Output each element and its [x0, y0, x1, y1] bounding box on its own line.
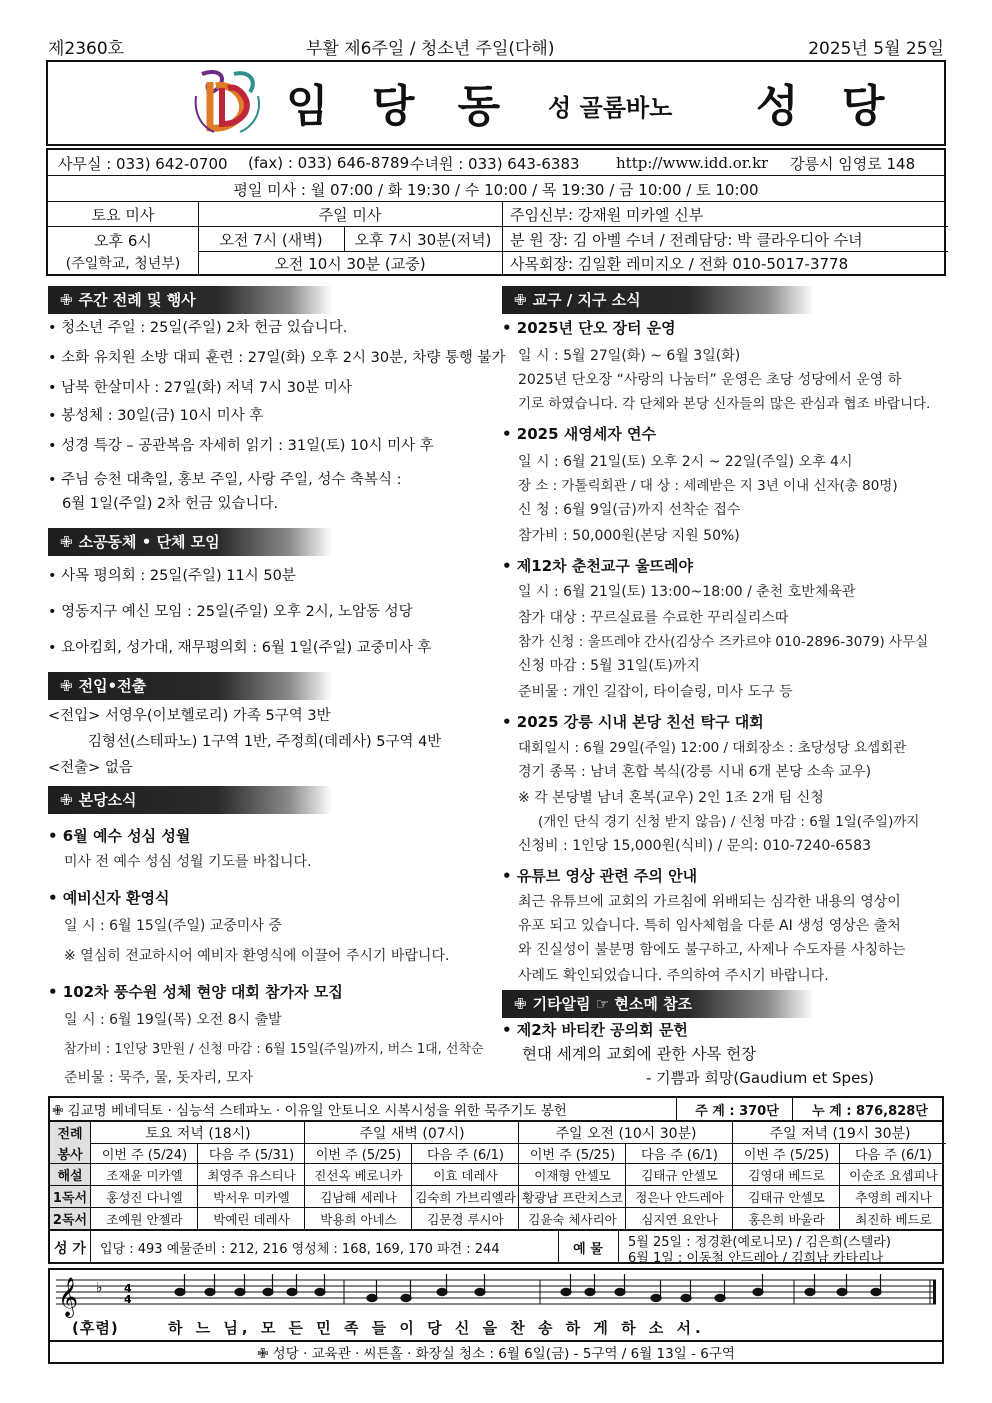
table-cell: 김문경 루시아 — [427, 1211, 504, 1227]
list-item: • 성경 특강 – 공관복음 자세히 읽기 : 31일(토) 10시 미사 후 — [48, 438, 434, 454]
weekday-mass-row — [48, 176, 944, 202]
list-item: • 소화 유치원 소방 대피 훈련 : 27일(화) 오후 2시 30분, 차량 통행 불가 — [48, 350, 506, 366]
section-diocese-news: ✙ 교구 / 지구 소식 — [502, 286, 814, 314]
list-item: • 유튜브 영상 관련 주의 안내 — [502, 867, 698, 885]
list-item: 준비물 : 개인 길잡이, 타이슬링, 미사 도구 등 — [518, 684, 793, 700]
offering-week-2: 6월 1일 : 이동철 안드레아 / 김희남 카타리나 — [628, 1250, 884, 1264]
list-item: • 남북 한살미사 : 27일(화) 저녁 7시 30분 미사 — [48, 380, 352, 396]
table-cell: 홍은희 바울라 — [748, 1211, 825, 1227]
svg-text:4: 4 — [124, 1282, 132, 1295]
list-item: 대회일시 : 6월 29일(주일) 12:00 / 대회장소 : 초당성당 요셉회관 — [518, 740, 907, 756]
list-item: 일 시 : 6월 21일(토) 오후 2시 ~ 22일(주일) 오후 4시 — [518, 454, 853, 470]
liturgy-schedule-table — [48, 1096, 944, 1264]
list-item: • 주님 승천 대축일, 홍보 주일, 사랑 주일, 성수 축복식 : — [48, 472, 402, 488]
table-cell: 박서우 미카엘 — [213, 1189, 290, 1205]
list-item: 유포 되고 있습니다. 특히 임사체험을 다룬 AI 생성 영상은 출처 — [518, 918, 901, 934]
section-other-notices: ✙ 기타알림 ☞ 현소메 참조 — [502, 990, 814, 1018]
refrain-lyrics: 하 느 님, 모 든 민 족 들 이 당 신 을 찬 송 하 게 하 소 서. — [168, 1319, 705, 1337]
sunday-mass-main: 오전 10시 30분 (교중) — [274, 254, 426, 273]
table-cell: 김윤숙 체사리아 — [528, 1211, 617, 1227]
office-phone: 사무실 : 033) 642-0700 — [58, 154, 228, 173]
list-item: 경기 종목 : 남녀 혼합 복식(강릉 시내 6개 본당 소속 교우) — [518, 764, 872, 780]
service-group-header: 토요 저녁 (18시) — [145, 1125, 251, 1142]
role-header-2: 봉사 — [50, 1143, 90, 1163]
list-item: 신청 마감 : 5월 31일(토)까지 — [518, 658, 700, 674]
section-title: 소공동체 • 단체 모임 — [78, 533, 220, 551]
parish-name-right: 성 당 — [756, 81, 899, 132]
list-item: • 2025 강릉 시내 본당 친선 탁구 대회 — [502, 713, 764, 731]
week-total: 주 계 : 370단 — [695, 1103, 779, 1119]
list-item: • 예비신자 환영식 — [48, 889, 170, 907]
table-cell: 최영주 유스티나 — [207, 1167, 296, 1183]
refrain-label: (후렴) — [72, 1319, 119, 1337]
section-community: ✙ 소공동체 • 단체 모임 — [48, 528, 332, 556]
service-group-header: 주일 새벽 (07시) — [359, 1125, 465, 1142]
sunday-mass-dawn: 오전 7시 (새벽) — [219, 230, 323, 249]
list-item: 준비물 : 묵주, 물, 돗자리, 모자 — [64, 1070, 254, 1086]
list-item: • 2025 새영세자 연수 — [502, 425, 656, 443]
parish-info-table — [46, 148, 946, 276]
table-cell: 정은나 안드레아 — [635, 1189, 724, 1205]
council-info: 사목회장: 김일환 레미지오 / 전화 010-5017-3778 — [510, 254, 849, 273]
role-label: 1독서 — [50, 1186, 90, 1207]
list-item: • 제12차 춘천교구 울뜨레야 — [502, 557, 694, 575]
liturgical-sunday: 부활 제6주일 / 청소년 주일(다해) — [306, 39, 555, 59]
issue-date: 2025년 5월 25일 — [808, 39, 944, 59]
role-header-1: 전례 — [50, 1122, 90, 1143]
table-cell: 추영희 레지나 — [855, 1189, 932, 1205]
list-item: 일 시 : 6월 15일(주일) 교중미사 중 — [64, 918, 282, 934]
table-cell: 김영대 베드로 — [748, 1167, 825, 1183]
parish-banner — [46, 60, 946, 146]
list-item: 사례도 확인되었습니다. 주의하여 주시기 바랍니다. — [518, 968, 829, 984]
list-item: 신청비 : 1인당 15,000원(식비) / 문의: 010-7240-6583 — [518, 838, 871, 854]
list-item: 최근 유튜브에 교회의 가르침에 위배되는 심각한 내용의 영상이 — [518, 894, 901, 910]
table-cell: 심지연 요안나 — [641, 1211, 718, 1227]
list-item: 참가비 : 1인당 3만원 / 신청 마감 : 6월 15일(주일)까지, 버스 1대, 선착순 — [64, 1042, 484, 1057]
list-item: 참가 신청 : 울뜨레야 간사(김상수 즈카르야 010-2896-3079) 사무실 — [518, 634, 929, 650]
list-item: 일 시 : 6월 19일(목) 오전 8시 출발 — [64, 1012, 282, 1028]
table-cell: 조예원 안젤라 — [106, 1211, 183, 1227]
list-item: 일 시 : 6월 21일(토) 13:00~18:00 / 춘천 호반체육관 — [518, 584, 856, 600]
list-item: • 2025년 단오 장터 운영 — [502, 319, 676, 337]
table-cell: 김태규 안셀모 — [748, 1189, 825, 1205]
table-cell: 이재형 안셀모 — [534, 1167, 611, 1183]
list-item: 와 진실성이 불분명 함에도 불구하고, 사제나 수도자를 사칭하는 — [518, 942, 906, 958]
rosary-prayer: ✙ 김교명 베네딕토 · 심능석 스테파노 · 이유일 안토니오 시복시성을 위한 묵주기도 봉헌 — [52, 1103, 567, 1119]
website-link[interactable]: http://www.idd.or.kr — [616, 154, 769, 172]
table-cell: 최진하 베드로 — [855, 1211, 932, 1227]
table-cell: 김숙희 가브리엘라 — [415, 1189, 516, 1205]
list-item: 신 청 : 6월 9일(금)까지 선착순 접수 — [518, 502, 741, 518]
refrain-score — [48, 1268, 944, 1340]
pastor-info: 주임신부: 강재원 미카엘 신부 — [510, 205, 704, 224]
parish-logo-icon — [188, 66, 268, 142]
list-item: 6월 1일(주일) 2차 헌금 있습니다. — [62, 496, 279, 512]
week-header: 다음 주 (6/1) — [640, 1147, 718, 1163]
list-item: <전출> 없음 — [48, 760, 133, 776]
list-item: (개인 단식 경기 신청 받지 않음) / 신청 마감 : 6월 1일(주일)까지 — [538, 814, 920, 830]
table-cell: 김남해 세레나 — [320, 1189, 397, 1205]
list-item: • 봉성체 : 30일(금) 10시 미사 후 — [48, 408, 264, 424]
parish-patron: 성 골롬바노 — [548, 94, 673, 122]
list-item: 미사 전 예수 성심 성월 기도를 바칩니다. — [64, 854, 312, 870]
list-item: ※ 열심히 전교하시어 예비자 환영식에 이끌어 주시기 바랍니다. — [64, 948, 450, 964]
list-item: 기로 하였습니다. 각 단체와 본당 신자들의 많은 관심과 협조 바랍니다. — [518, 396, 931, 412]
sisters-info: 분 원 장: 김 아벨 수녀 / 전례담당: 박 클라우디아 수녀 — [510, 230, 863, 249]
cleaning-schedule: ✙ 성당 · 교육관 · 씨튼홀 · 화장실 청소 : 6월 6일(금) - 5구역 / 6월 13일 - 6구역 — [48, 1340, 944, 1364]
weekday-mass: 평일 미사 : 월 07:00 / 화 19:30 / 수 10:00 / 목 19:30 / 금 10:00 / 토 10:00 — [233, 180, 759, 199]
cumulative-total: 누 계 : 876,828단 — [812, 1103, 928, 1119]
table-cell: 박용희 아네스 — [320, 1211, 397, 1227]
svg-text:4: 4 — [124, 1293, 132, 1306]
table-cell: 홍성진 다니엘 — [106, 1189, 183, 1205]
role-label: 해설 — [50, 1164, 90, 1185]
svg-text:♭: ♭ — [96, 1280, 103, 1296]
section-title: 교구 / 지구 소식 — [532, 291, 641, 309]
section-title: 전입•전출 — [78, 677, 147, 695]
list-item: <전입> 서영우(이보헬로리) 가족 5구역 3반 — [48, 708, 331, 724]
week-header: 이번 주 (5/25) — [743, 1147, 830, 1163]
role-label: 2독서 — [50, 1208, 90, 1229]
offering-label: 예 물 — [573, 1242, 603, 1257]
choir-label: 성 가 — [54, 1240, 86, 1257]
list-item: • 제2차 바티칸 공의회 문헌 — [502, 1021, 688, 1039]
table-cell: 김태규 안셀모 — [641, 1167, 718, 1183]
list-item: - 기쁨과 희망(Gaudium et Spes) — [646, 1069, 874, 1087]
section-parish-news: ✙ 본당소식 — [48, 786, 332, 814]
list-item: • 청소년 주일 : 25일(주일) 2차 헌금 있습니다. — [48, 320, 348, 336]
convent-phone: 수녀원 : 033) 643-6383 — [410, 154, 580, 173]
list-item: 2025년 단오장 “사랑의 나눔터” 운영은 초당 성당에서 운영 하 — [518, 372, 902, 388]
list-item: • 사목 평의회 : 25일(주일) 11시 50분 — [48, 568, 296, 584]
table-cell: 박예린 데레사 — [213, 1211, 290, 1227]
table-cell: 이순조 요셉피나 — [849, 1167, 938, 1183]
section-weekly-liturgy: ✙ 주간 전례 및 행사 — [48, 286, 332, 314]
saturday-mass-note: (주일학교, 청년부) — [65, 256, 181, 272]
list-item: ※ 각 본당별 남녀 혼복(교우) 2인 1조 2개 팀 신청 — [518, 790, 824, 806]
parish-name-left: 임 당 동 — [286, 81, 515, 132]
section-title: 주간 전례 및 행사 — [78, 291, 196, 309]
contact-row — [48, 150, 944, 176]
table-cell: 이효 데레사 — [433, 1167, 498, 1183]
week-header: 다음 주 (6/1) — [426, 1147, 504, 1163]
list-item: 참가비 : 50,000원(본당 지원 50%) — [518, 528, 740, 544]
parish-address: 강릉시 임영로 148 — [790, 154, 916, 173]
svg-text:𝄞: 𝄞 — [58, 1277, 79, 1317]
table-cell: 황광남 프란치스코 — [522, 1189, 623, 1205]
list-item: • 영동지구 예신 모임 : 25일(주일) 오후 2시, 노암동 성당 — [48, 604, 413, 620]
list-item: 현대 세계의 교회에 관한 사목 헌장 — [522, 1045, 757, 1063]
hymn-numbers: 입당 : 493 예물준비 : 212, 216 영성체 : 168, 169, 170 파견 : 244 — [100, 1242, 500, 1257]
list-item: • 6월 예수 성심 성월 — [48, 827, 191, 845]
service-group-header: 주일 오전 (10시 30분) — [555, 1125, 697, 1142]
table-cell: 조재윤 미카엘 — [106, 1167, 183, 1183]
music-staff-icon — [50, 1272, 942, 1318]
sunday-mass-evening: 오후 7시 30분(저녁) — [354, 230, 492, 249]
week-header: 이번 주 (5/24) — [101, 1147, 188, 1163]
week-header: 이번 주 (5/25) — [315, 1147, 402, 1163]
list-item: • 요아킴회, 성가대, 재무평의회 : 6월 1일(주일) 교중미사 후 — [48, 640, 432, 656]
issue-number: 제2360호 — [48, 39, 125, 59]
offering-week-1: 5월 25일 : 정경환(예로니모) / 김은희(스텔라) — [628, 1234, 891, 1248]
fax-number: (fax) : 033) 646-8789 — [248, 154, 410, 172]
list-item: 장 소 : 가톨릭회관 / 대 상 : 세례받은 지 3년 이내 신자(총 80명) — [518, 478, 898, 494]
section-transfers: ✙ 전입•전출 — [48, 672, 332, 700]
list-item: • 102차 풍수원 성체 현양 대회 참가자 모집 — [48, 983, 343, 1001]
section-title: 본당소식 — [78, 791, 137, 809]
list-item: 김형선(스테파노) 1구역 1반, 주정희(데레사) 5구역 4반 — [88, 734, 442, 750]
list-item: 일 시 : 5월 27일(화) ~ 6월 3일(화) — [518, 348, 741, 364]
table-cell: 진선옥 베로니카 — [314, 1167, 403, 1183]
section-title: 기타알림 ☞ 현소메 참조 — [532, 995, 693, 1013]
saturday-mass-header: 토요 미사 — [91, 205, 155, 224]
service-group-header: 주일 저녁 (19시 30분) — [769, 1125, 911, 1142]
sunday-mass-header: 주일 미사 — [318, 205, 382, 224]
week-header: 다음 주 (5/31) — [208, 1147, 295, 1163]
list-item: 참가 대상 : 꾸르실료를 수료한 꾸리실리스따 — [518, 610, 789, 626]
week-header: 다음 주 (6/1) — [854, 1147, 932, 1163]
issue-header — [48, 34, 944, 59]
saturday-mass-time: 오후 6시 — [94, 231, 152, 250]
week-header: 이번 주 (5/25) — [529, 1147, 616, 1163]
